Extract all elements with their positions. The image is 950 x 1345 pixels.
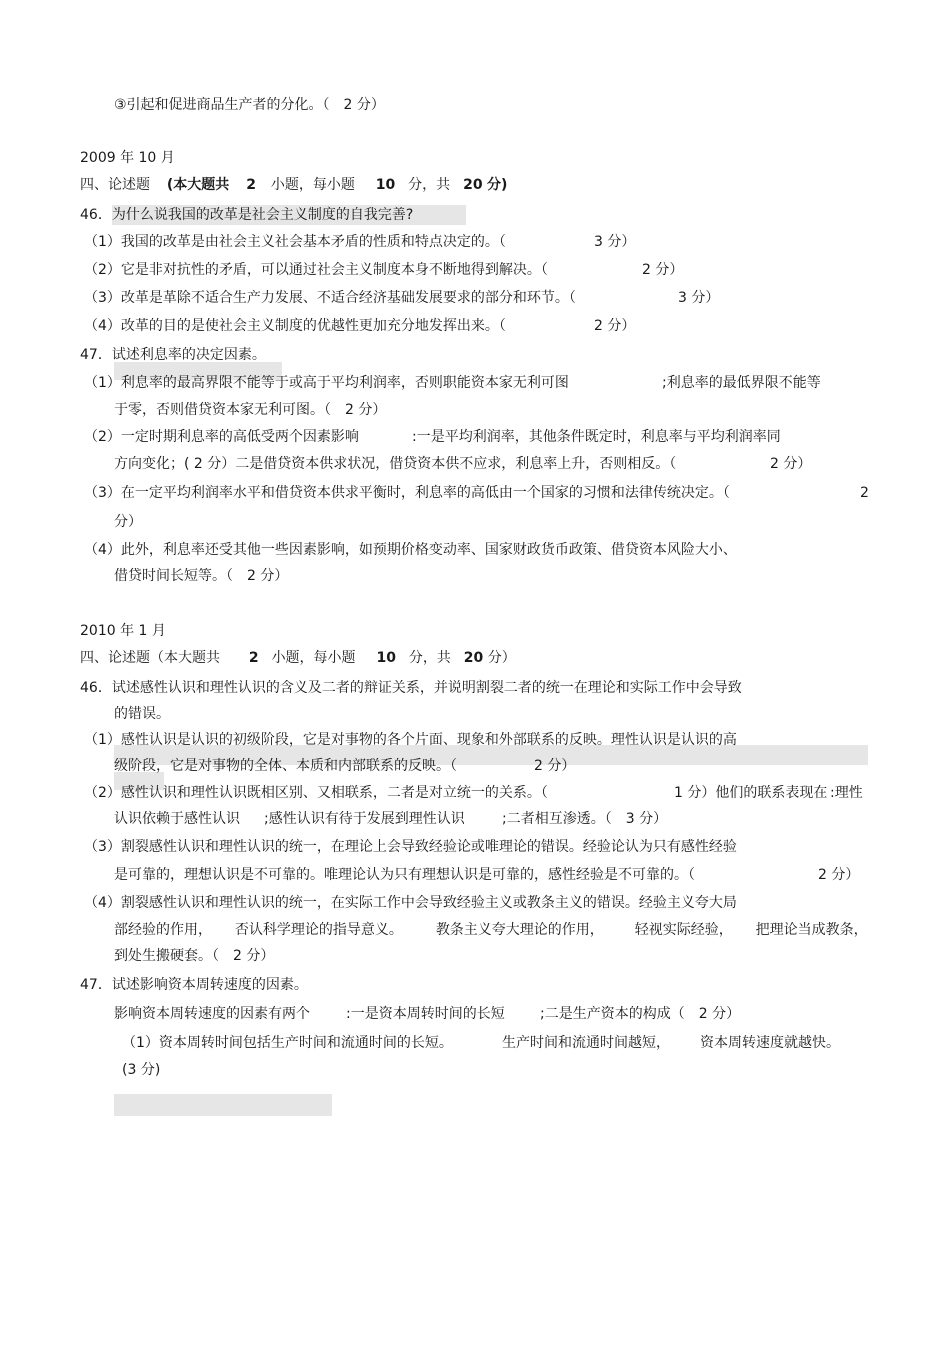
question-47-title: 47．试述利息率的决定因素。 [80, 347, 266, 363]
answer-line: 部经验的作用， 否认科学理论的指导意义。 教条主义夸大理论的作用， 轻视实际经验， 把理论当成教条， [114, 922, 868, 938]
question-46-title: 的错误。 [114, 706, 170, 722]
answer-line: （1）感性认识是认识的初级阶段，它是对事物的各个片面、现象和外部联系的反映。理性认识是认识的高 [84, 732, 737, 748]
answer-line: 1 分）他们的联系表现在 [674, 785, 828, 801]
section-date-2010: 2010 年 1 月 [80, 623, 166, 639]
answer-score: (3 分) [122, 1062, 161, 1078]
answer-score: 3 分） [594, 234, 636, 250]
section-header-2009: 四、论述题 (本大题共 2 小题，每小题 10 分，共 20 分) [80, 177, 508, 193]
answer-line: （4）改革的目的是使社会主义制度的优越性更加充分地发挥出来。（ [84, 318, 506, 334]
answer-line: （4）此外，利息率还受其他一些因素影响，如预期价格变动率、国家财政货币政策、借贷资本风险大小、 [84, 542, 737, 558]
top-item: ③引起和促进商品生产者的分化。（ 2 分） [114, 97, 385, 113]
answer-score: 2 分） [818, 867, 860, 883]
answer-line: （1）资本周转时间包括生产时间和流通时间的长短。 [122, 1035, 453, 1051]
question-46-title: 46．为什么说我国的改革是社会主义制度的自我完善? [80, 207, 414, 223]
answer-line: （4）割裂感性认识和理性认识的统一，在实际工作中会导致经验主义或教条主义的错误。经验主义夸大局 [84, 895, 737, 911]
answer-score: 2 分） [594, 318, 636, 334]
answer-line: 借贷时间长短等。（ 2 分） [114, 568, 289, 584]
answer-score: 3 分） [678, 290, 720, 306]
answer-line: :一是资本周转时间的长短 [346, 1006, 505, 1022]
answer-score: 2 [860, 485, 869, 501]
answer-line: 影响资本周转速度的因素有两个 [114, 1006, 310, 1022]
answer-line: 是可靠的，理想认识是不可靠的。唯理论认为只有理想认识是可靠的，感性经验是不可靠的。（ [114, 867, 695, 883]
answer-line: 分） [114, 514, 142, 530]
answer-line: （3）割裂感性认识和理性认识的统一，在理论上会导致经验论或唯理论的错误。经验论认为只有感性经验 [84, 839, 737, 855]
answer-line: ;二是生产资本的构成（ 2 分） [540, 1006, 741, 1022]
answer-line: 于零，否则借贷资本家无利可图。（ 2 分） [114, 402, 387, 418]
answer-line: （3）在一定平均利润率水平和借贷资本供求平衡时，利息率的高低由一个国家的习惯和法律传统决定。（ [84, 485, 730, 501]
answer-line: （2）它是非对抗性的矛盾，可以通过社会主义制度本身不断地得到解决。（ [84, 262, 548, 278]
answer-line: 资本周转速度就越快。 [700, 1035, 840, 1051]
answer-score: 2 分） [534, 758, 576, 774]
answer-score: 2 分） [642, 262, 684, 278]
answer-line: （1）我国的改革是由社会主义社会基本矛盾的性质和特点决定的。（ [84, 234, 506, 250]
answer-line: ;二者相互渗透。（ 3 分） [502, 811, 668, 827]
question-47-title: 47．试述影响资本周转速度的因素。 [80, 977, 308, 993]
answer-line: （2）感性认识和理性认识既相区别、又相联系，二者是对立统一的关系。（ [84, 785, 548, 801]
answer-line: 生产时间和流通时间越短， [502, 1035, 670, 1051]
answer-line: （3）改革是革除不适合生产力发展、不适合经济基础发展要求的部分和环节。（ [84, 290, 576, 306]
answer-line: :理性 [830, 785, 863, 801]
section-date-2009: 2009 年 10 月 [80, 150, 175, 166]
answer-line: :一是平均利润率，其他条件既定时，利息率与平均利润率同 [412, 429, 781, 445]
question-46-title: 46．试述感性认识和理性认识的含义及二者的辩证关系，并说明割裂二者的统一在理论和实际工作中会导致 [80, 680, 742, 696]
answer-line: 到处生搬硬套。（ 2 分） [114, 948, 275, 964]
answer-score: 2 分） [770, 456, 812, 472]
section-header-2010: 四、论述题（本大题共 2 小题，每小题 10 分，共 20 分） [80, 650, 516, 666]
answer-line: ;利息率的最低界限不能等 [662, 375, 821, 391]
answer-line: （2）一定时期利息率的高低受两个因素影响 [84, 429, 359, 445]
answer-line: ;感性认识有待于发展到理性认识 [264, 811, 465, 827]
highlight-bar [114, 1094, 332, 1116]
answer-line: 方向变化；( 2 分）二是借贷资本供求状况，借贷资本供不应求，利息率上升，否则相反。（ [114, 456, 677, 472]
answer-line: 认识依赖于感性认识 [114, 811, 240, 827]
answer-line: （1）利息率的最高界限不能等于或高于平均利润率，否则职能资本家无利可图 [84, 375, 569, 391]
answer-line: 级阶段，它是对事物的全体、本质和内部联系的反映。（ [114, 758, 457, 774]
